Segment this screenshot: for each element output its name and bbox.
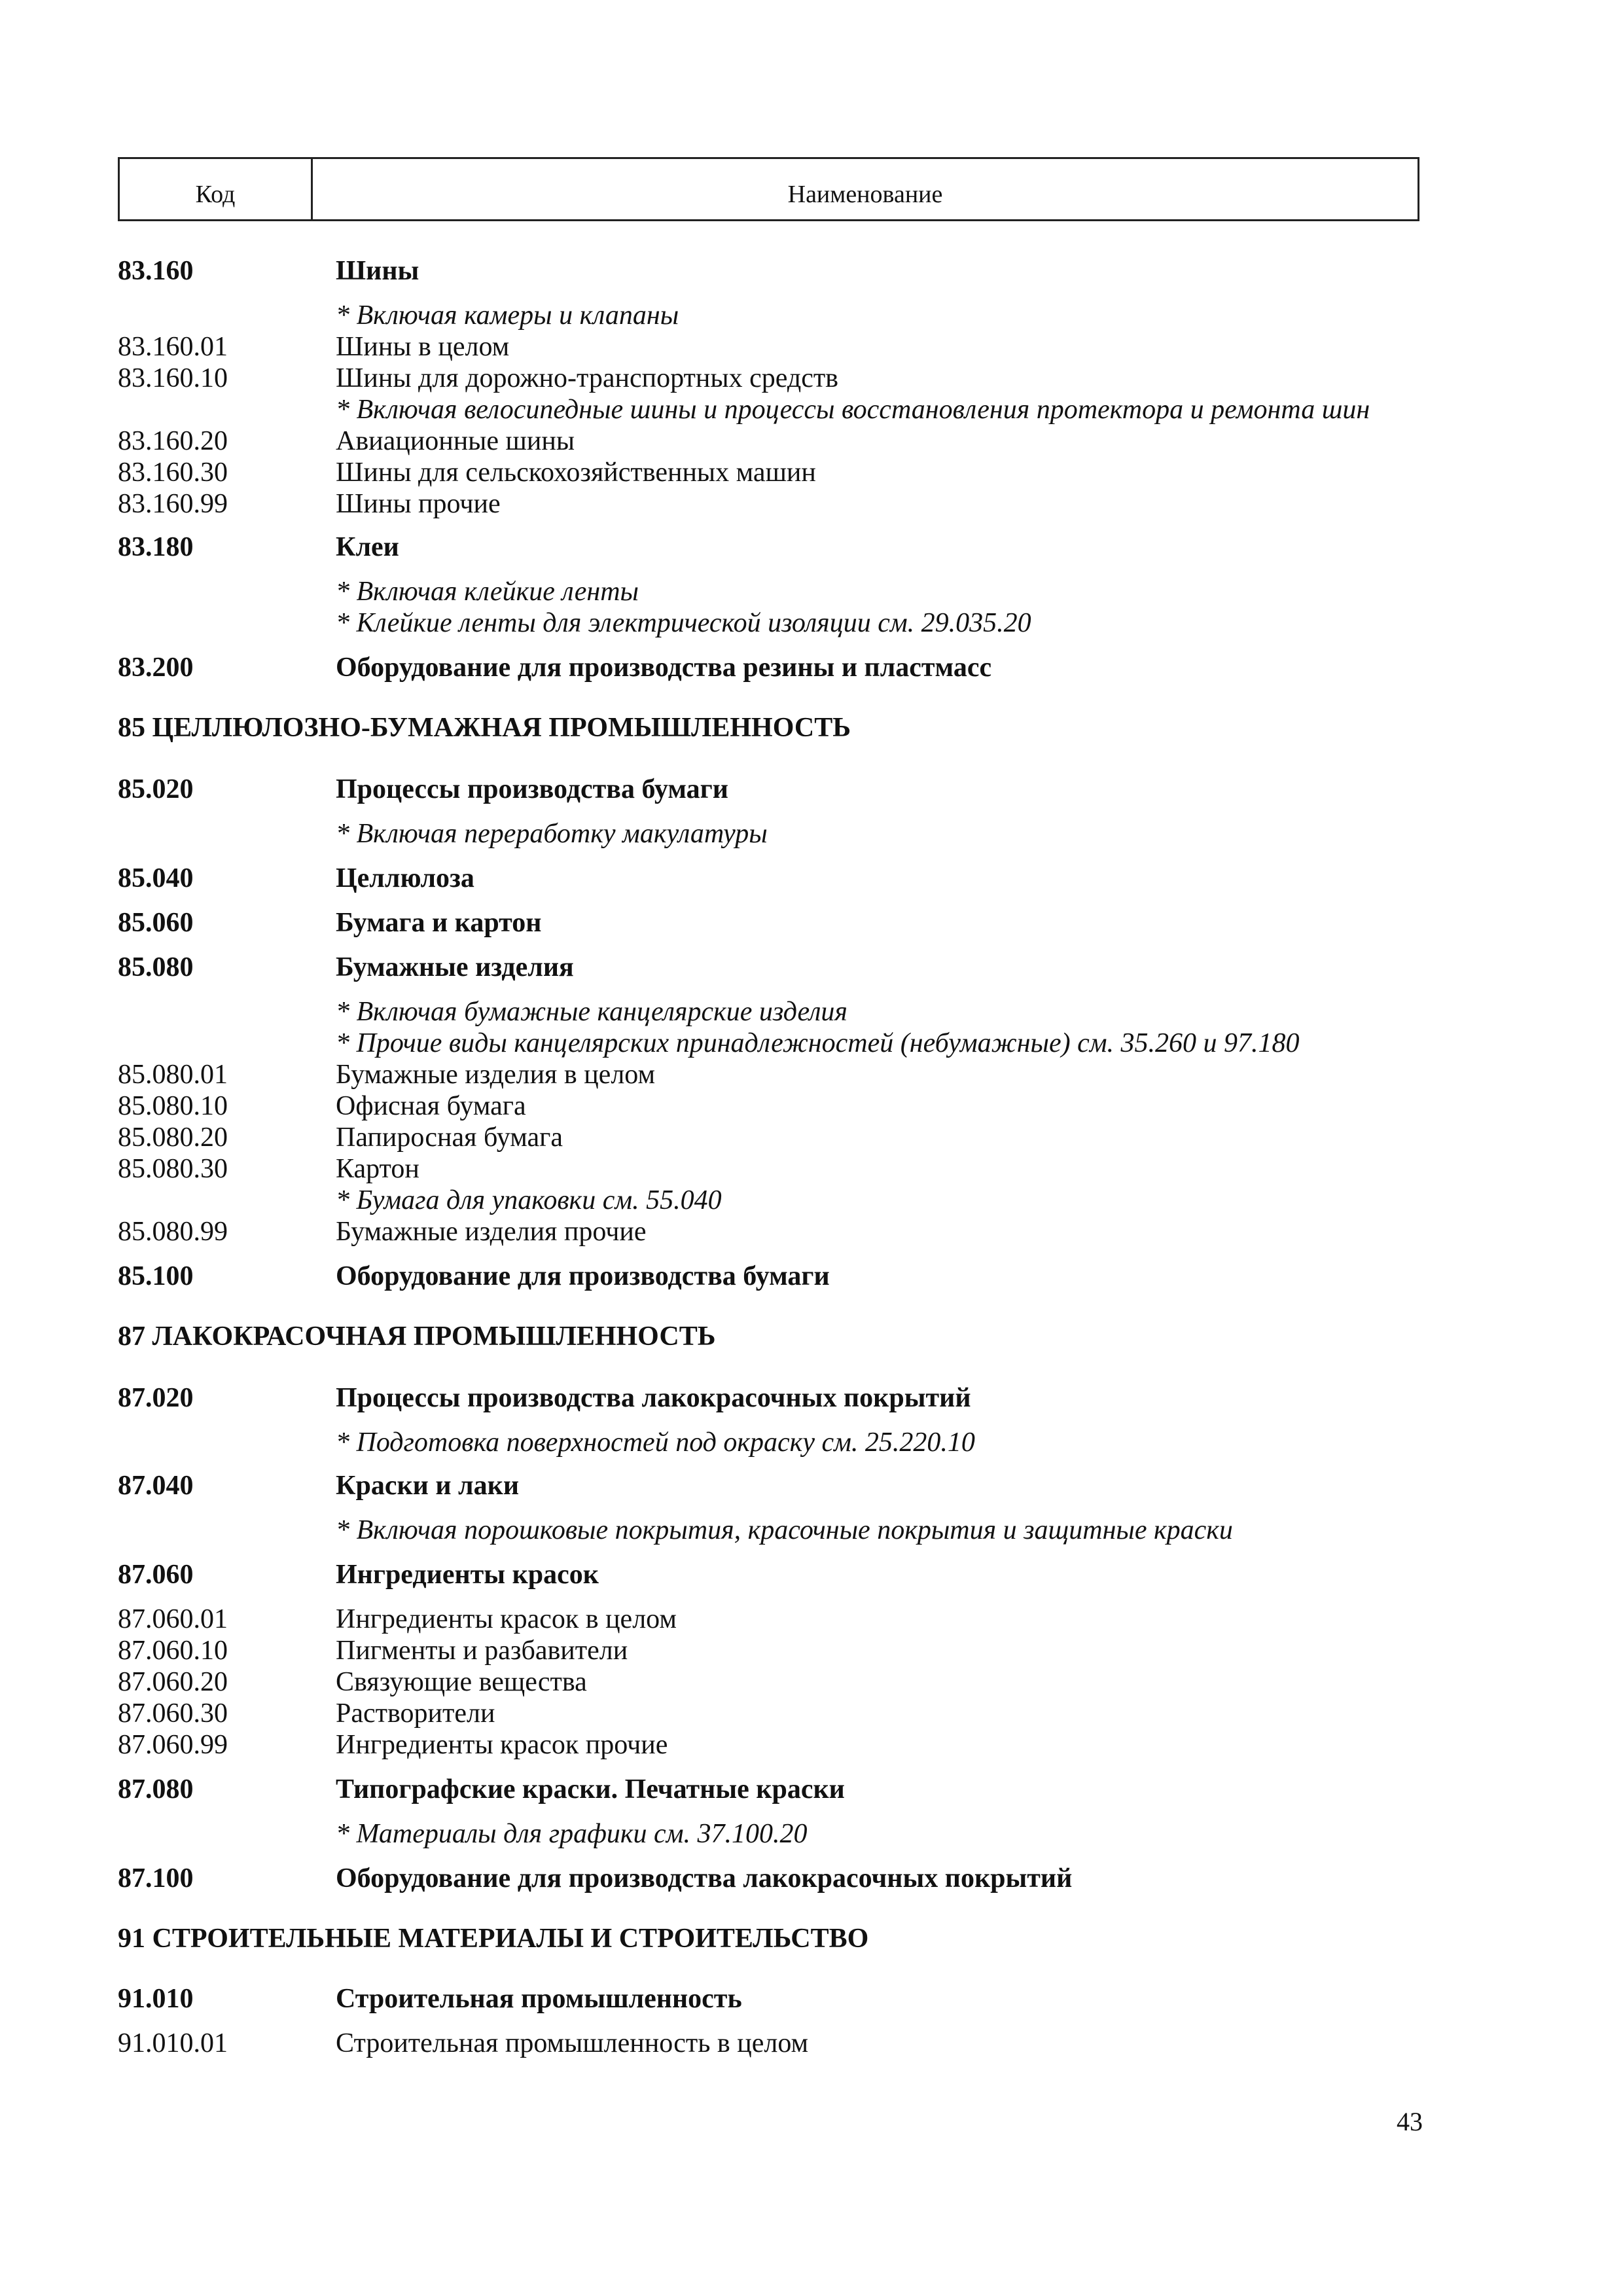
row-name: Оборудование для производства резины и пластмасс [336, 653, 992, 683]
section-heading [118, 1923, 868, 1954]
row-name: Шины прочие [336, 489, 501, 519]
row-note: * Подготовка поверхностей под окраску см. 25.220.10 [336, 1427, 975, 1458]
row-code: 83.200 [118, 653, 194, 683]
row-name: Строительная промышленность [336, 1984, 742, 2014]
row-code: 83.160.10 [118, 363, 228, 393]
row-note: * Включая клейкие ленты [336, 577, 639, 607]
row-name: Оборудование для производства лакокрасочных покрытий [336, 1863, 1073, 1893]
row-name: Краски и лаки [336, 1471, 520, 1501]
row-code: 91.010.01 [118, 2028, 228, 2058]
row-name: Типографские краски. Печатные краски [336, 1774, 845, 1804]
row-code: 83.180 [118, 532, 194, 562]
row-name: Авиационные шины [336, 426, 575, 456]
row-name: Процессы производства бумаги [336, 774, 728, 804]
row-code: 87.020 [118, 1383, 194, 1413]
row-code: 87.060.20 [118, 1667, 228, 1697]
row-code: 85.100 [118, 1261, 194, 1291]
header-name: Наименование [787, 181, 943, 208]
row-code: 83.160.30 [118, 457, 228, 488]
row-name: Бумажные изделия прочие [336, 1217, 647, 1247]
row-name: Пигменты и разбавители [336, 1636, 628, 1666]
row-name: Шины для сельскохозяйственных машин [336, 457, 816, 488]
row-code: 85.080 [118, 952, 194, 982]
row-code: 87.060 [118, 1560, 194, 1590]
row-name: Бумажные изделия в целом [336, 1060, 656, 1090]
page-number: 43 [1397, 2107, 1423, 2136]
row-name: Ингредиенты красок [336, 1560, 599, 1590]
row-note: * Бумага для упаковки см. 55.040 [336, 1185, 722, 1215]
row-code: 87.060.01 [118, 1604, 228, 1634]
row-name: Процессы производства лакокрасочных покрытий [336, 1383, 971, 1413]
row-name: Целлюлоза [336, 863, 474, 893]
row-note: * Включая переработку макулатуры [336, 819, 768, 849]
row-name: Строительная промышленность в целом [336, 2028, 809, 2058]
row-code: 85.020 [118, 774, 194, 804]
row-name: Бумажные изделия [336, 952, 574, 982]
row-code: 85.080.30 [118, 1154, 228, 1184]
row-code: 85.080.10 [118, 1091, 228, 1121]
row-note: * Включая камеры и клапаны [336, 300, 679, 331]
row-code: 83.160 [118, 256, 194, 286]
row-name: Шины в целом [336, 332, 510, 362]
row-code: 83.160.01 [118, 332, 228, 362]
row-name: Картон [336, 1154, 419, 1184]
row-code: 87.060.10 [118, 1636, 228, 1666]
row-code: 85.080.99 [118, 1217, 228, 1247]
section-title: 87 ЛАКОКРАСОЧНАЯ ПРОМЫШЛЕННОСТЬ [118, 1321, 716, 1352]
row-note: * Включая бумажные канцелярские изделия [336, 997, 847, 1027]
row-name: Связующие вещества [336, 1667, 587, 1697]
row-note: * Клейкие ленты для электрической изоляции см. 29.035.20 [336, 608, 1031, 638]
section-heading [118, 712, 851, 744]
row-code: 85.080.01 [118, 1060, 228, 1090]
row-code: 85.060 [118, 908, 194, 938]
row-name: Клеи [336, 532, 399, 562]
row-name: Растворители [336, 1698, 495, 1729]
row-code: 87.060.99 [118, 1730, 228, 1760]
row-note: * Прочие виды канцелярских принадлежностей (небумажные) см. 35.260 и 97.180 [336, 1028, 1300, 1058]
row-code: 87.060.30 [118, 1698, 228, 1729]
row-code: 83.160.99 [118, 489, 228, 519]
row-note: * Включая велосипедные шины и процессы восстановления протектора и ремонта шин [336, 395, 1370, 425]
row-name: Бумага и картон [336, 908, 542, 938]
row-name: Ингредиенты красок прочие [336, 1730, 668, 1760]
row-name: Шины [336, 256, 419, 286]
row-code: 91.010 [118, 1984, 194, 2014]
row-code: 83.160.20 [118, 426, 228, 456]
row-name: Ингредиенты красок в целом [336, 1604, 677, 1634]
row-code: 85.080.20 [118, 1122, 228, 1153]
table-header [118, 157, 1419, 221]
row-code: 87.100 [118, 1863, 194, 1893]
row-name: Папиросная бумага [336, 1122, 563, 1153]
row-code: 85.040 [118, 863, 194, 893]
row-name: Оборудование для производства бумаги [336, 1261, 830, 1291]
row-note: * Материалы для графики см. 37.100.20 [336, 1819, 808, 1849]
row-code: 87.080 [118, 1774, 194, 1804]
row-name: Офисная бумага [336, 1091, 526, 1121]
row-note: * Включая порошковые покрытия, красочные покрытия и защитные краски [336, 1515, 1233, 1545]
row-code: 87.040 [118, 1471, 194, 1501]
row-name: Шины для дорожно-транспортных средств [336, 363, 839, 393]
header-code: Код [120, 159, 313, 219]
section-title: 91 СТРОИТЕЛЬНЫЕ МАТЕРИАЛЫ И СТРОИТЕЛЬСТВО [118, 1924, 869, 1954]
section-heading [118, 1321, 715, 1352]
section-title: 85 ЦЕЛЛЮЛОЗНО-БУМАЖНАЯ ПРОМЫШЛЕННОСТЬ [118, 713, 851, 743]
